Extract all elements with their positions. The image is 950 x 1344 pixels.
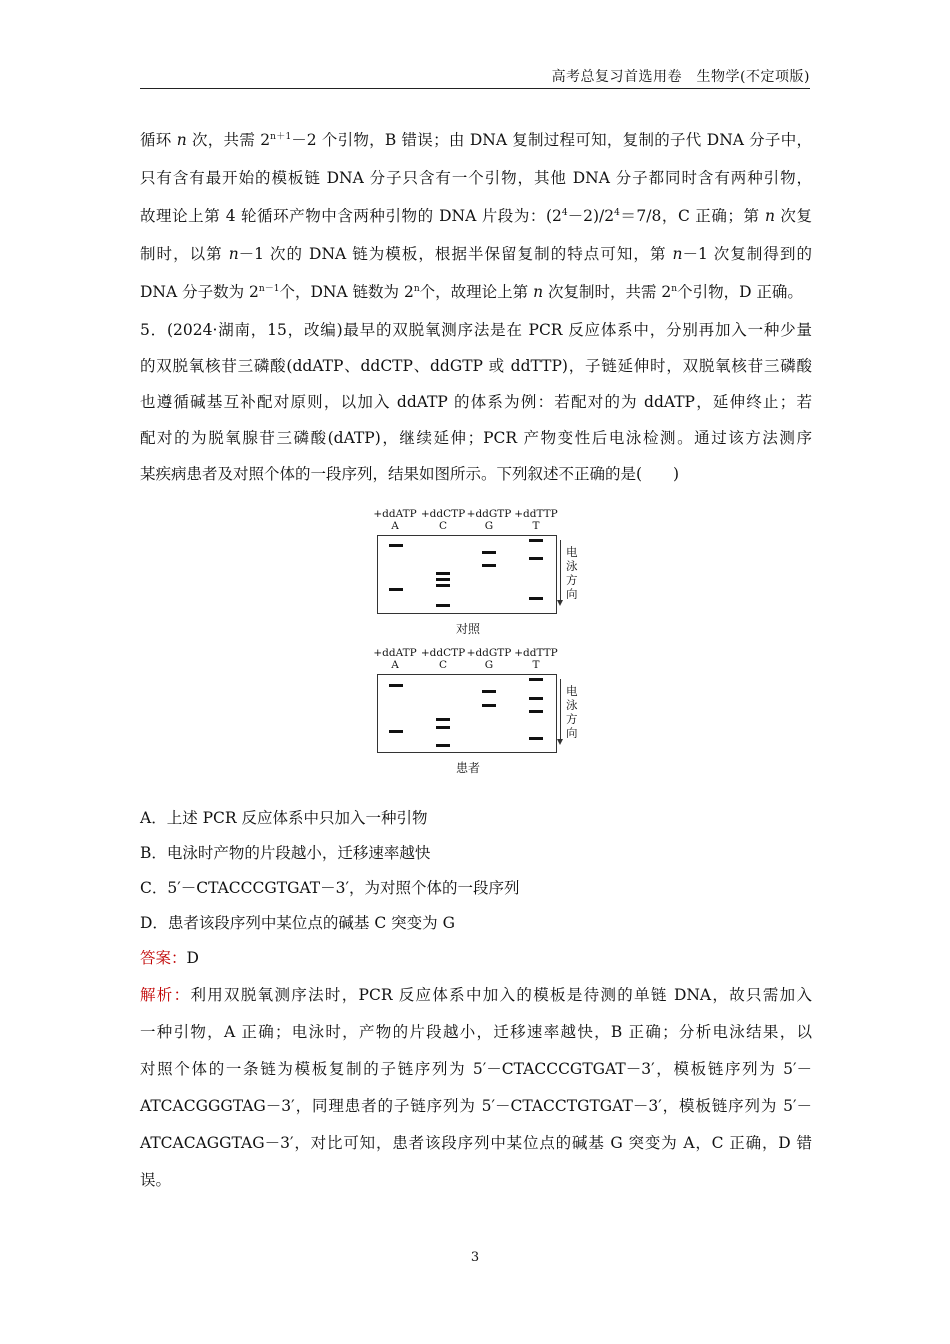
gel-band	[436, 604, 450, 607]
lane-label-c: +ddCTP C	[420, 508, 466, 532]
direction-label: 电 泳 方 向	[566, 684, 578, 740]
analysis-line-2: 一种引物，A 正确；电泳时，产物的片段越小，迁移速率越快，B 正确；分析电泳结果，以	[140, 1023, 812, 1041]
text-line-4: 制时，以第 n－1 次的 DNA 链为模板，根据半保留复制的特点可知，第 n－1 次复制得到的	[140, 245, 812, 263]
lane-label-g: +ddGTP G	[466, 508, 512, 532]
gel-band	[436, 572, 450, 575]
question-line-1: 5．(2024·湖南，15，改编)最早的双脱氧测序法是在 PCR 反应体系中，分别再加入一种少量	[140, 321, 812, 339]
gel-band	[389, 544, 403, 547]
gel-band	[529, 737, 543, 740]
gel-band	[529, 597, 543, 600]
gel-band	[529, 539, 543, 542]
direction-arrow	[560, 540, 561, 600]
gel-band	[529, 697, 543, 700]
lane-label-t: +ddTTP T	[514, 647, 558, 671]
page-number: 3	[470, 1250, 480, 1265]
question-line-2: 的双脱氧核苷三磷酸(ddATP、ddCTP、ddGTP 或 ddTTP)，子链延伸时，双脱氧核苷三磷酸	[140, 357, 812, 375]
gel-band	[389, 730, 403, 733]
option-d: D．患者该段序列中某位点的碱基 C 突变为 G	[140, 914, 455, 932]
gel-band	[436, 584, 450, 587]
analysis-line-5: ATCACAGGTAG－3′，对比可知，患者该段序列中某位点的碱基 G 突变为 A，C 正确，D 错	[140, 1134, 812, 1152]
question-line-5: 某疾病患者及对照个体的一段序列，结果如图所示。下列叙述不正确的是( )	[140, 465, 680, 483]
gel-band	[482, 564, 496, 567]
answer-line	[140, 946, 199, 968]
text-line-5: DNA 分子数为 $2^{n-1}$个，DNA 链数为 2$^n$个，故理论上第 n 次复制时，共需 2$^n$个引物，D 正确。	[140, 283, 803, 301]
gel-band	[482, 704, 496, 707]
gel-band	[529, 678, 543, 681]
lane-label-g: +ddGTP G	[466, 647, 512, 671]
header-rule	[140, 88, 810, 89]
gel-band	[436, 726, 450, 729]
gel-band	[482, 551, 496, 554]
arrow-head-icon	[557, 739, 563, 745]
option-a: A．上述 PCR 反应体系中只加入一种引物	[140, 809, 428, 827]
control-caption: 对照	[455, 622, 480, 636]
gel-band	[436, 578, 450, 581]
text-line-2: 只有含有最开始的模板链 DNA 分子只含有一个引物，其他 DNA 分子都同时含有两种引物，	[140, 169, 812, 187]
analysis-line-3: 对照个体的一条链为模板复制的子链序列为 5′－CTACCCGTGAT－3′，模板链序列为 5′－	[140, 1060, 812, 1078]
control-gel-box	[377, 535, 557, 614]
gel-band	[529, 710, 543, 713]
question-line-4: 配对的为脱氧腺苷三磷酸(dATP)，继续延伸；PCR 产物变性后电泳检测。通过该方法测序	[140, 429, 812, 447]
answer-value: D	[186, 949, 199, 967]
gel-band	[436, 744, 450, 747]
text-line-1: 循环 n 次，共需 $2^{n+1}-2$ 个引物，B 错误；由 DNA 复制过程可知，复制的子代 DNA 分子中，	[140, 131, 812, 149]
direction-label: 电 泳 方 向	[566, 545, 578, 601]
analysis-line-6: 误。	[140, 1171, 172, 1189]
patient-gel-box	[377, 674, 557, 753]
analysis-line-1: 解析：利用双脱氧测序法时，PCR 反应体系中加入的模板是待测的单链 DNA，故只需加入	[140, 986, 812, 1004]
gel-band	[389, 684, 403, 687]
patient-caption: 患者	[455, 761, 480, 775]
gel-band	[389, 588, 403, 591]
lane-label-a: +ddATP A	[373, 647, 417, 671]
text-line-3: 故理论上第 4 轮循环产物中含两种引物的 DNA 片段为：$(2^4-2)/2^4=7/8$，C 正确；第 n 次复	[140, 207, 812, 225]
option-c: C．5′－CTACCCGTGAT－3′，为对照个体的一段序列	[140, 879, 520, 897]
lane-label-c: +ddCTP C	[420, 647, 466, 671]
gel-band	[436, 718, 450, 721]
gel-band	[529, 557, 543, 560]
question-line-3: 也遵循碱基互补配对原则，以加入 ddATP 的体系为例：若配对的为 ddATP，延伸终止；若	[140, 393, 812, 411]
lane-label-a: +ddATP A	[373, 508, 417, 532]
direction-arrow	[560, 679, 561, 739]
answer-label: 答案：	[140, 949, 187, 967]
lane-label-t: +ddTTP T	[514, 508, 558, 532]
gel-band	[482, 690, 496, 693]
analysis-label: 解析：	[140, 986, 191, 1004]
page-header: 高考总复习首选用卷 生物学(不定项版)	[551, 69, 810, 85]
arrow-head-icon	[557, 600, 563, 606]
option-b: B．电泳时产物的片段越小，迁移速率越快	[140, 844, 431, 862]
analysis-line-4: ATCACGGGTAG－3′，同理患者的子链序列为 5′－CTACCTGTGAT－3′，模板链序列为 5′－	[140, 1097, 812, 1115]
